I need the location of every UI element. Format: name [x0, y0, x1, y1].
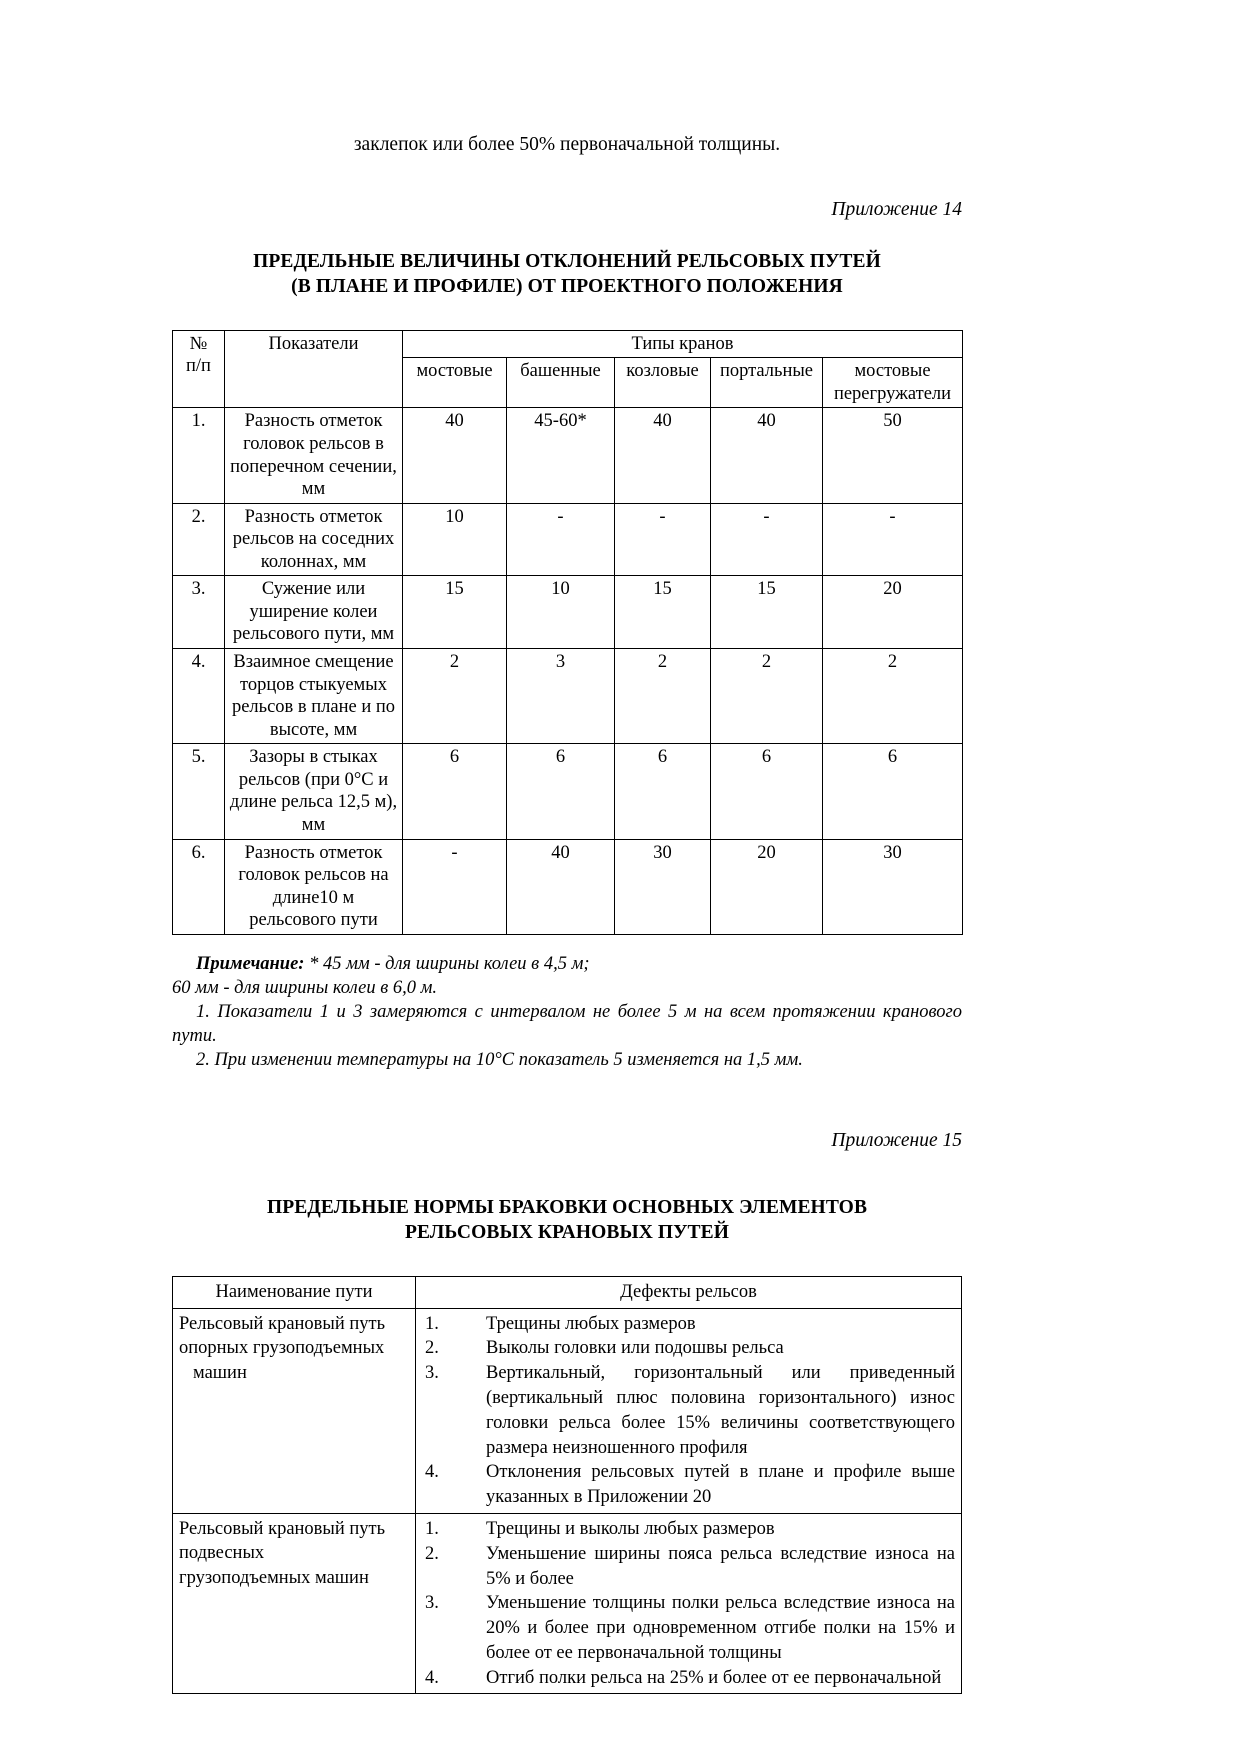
header-indicator: Показатели [225, 330, 403, 408]
row-value-gantry: - [615, 503, 711, 576]
row-value-transloader: 6 [823, 744, 963, 839]
row-indicator: Взаимное смещение торцов стыкуемых рельсов в плане и по высоте, мм [225, 649, 403, 744]
row-value-gantry: 6 [615, 744, 711, 839]
row-value-portal: 2 [711, 649, 823, 744]
path-name-line3: машин [193, 1362, 247, 1383]
list-item-text: Уменьшение толщины полки рельса вследствие износа на 20% и более при одновременном отгибе полки на 15% и более от ее первоначальной толщины [486, 1593, 955, 1663]
header-col-bridge: мостовые [403, 358, 507, 408]
row-value-tower: 6 [507, 744, 615, 839]
table-row [173, 744, 963, 839]
list-item [422, 1542, 955, 1592]
defects-cell [416, 1308, 962, 1513]
row-value-portal: - [711, 503, 823, 576]
list-item-text: Уменьшение ширины пояса рельса вследствие износа на 5% и более [486, 1543, 955, 1589]
row-value-transloader: 30 [823, 839, 963, 934]
row-number: 5. [173, 744, 225, 839]
row-value-portal: 15 [711, 576, 823, 649]
page-content [172, 0, 962, 1694]
table-row [173, 839, 963, 934]
header-crane-types: Типы кранов [403, 330, 963, 358]
note-line-2: 60 мм - для ширины колеи в 6,0 м. [172, 977, 438, 998]
appendix-15-label: Приложение 15 [831, 1129, 962, 1151]
path-name-cell [173, 1513, 416, 1693]
list-item [422, 1517, 955, 1542]
row-value-bridge: 2 [403, 649, 507, 744]
defects-list [422, 1517, 955, 1690]
defects-list [422, 1312, 955, 1510]
row-value-bridge: 15 [403, 576, 507, 649]
header-number: № п/п [173, 330, 225, 408]
list-item-text: Трещины любых размеров [486, 1313, 696, 1334]
header-col-tower: башенные [507, 358, 615, 408]
row-value-tower: 40 [507, 839, 615, 934]
row-value-portal: 6 [711, 744, 823, 839]
row-indicator: Разность отметок головок рельсов на длине10 м рельсового пути [225, 839, 403, 934]
note-line-3 [172, 1000, 962, 1048]
header-col-portal: портальные [711, 358, 823, 408]
header-col-transloader: мостовые перегружатели [823, 358, 963, 408]
note-line-4 [172, 1048, 962, 1072]
appendix-14-title-line2: (В ПЛАНЕ И ПРОФИЛЕ) ОТ ПРОЕКТНОГО ПОЛОЖЕНИЯ [291, 275, 843, 297]
appendix-14-notes [172, 952, 962, 1072]
row-value-portal: 20 [711, 839, 823, 934]
list-item-marker: 3. [425, 1593, 439, 1614]
list-item [422, 1460, 955, 1510]
appendix-14-title [172, 250, 962, 300]
table-row [173, 576, 963, 649]
row-value-portal: 40 [711, 408, 823, 503]
row-value-transloader: 20 [823, 576, 963, 649]
row-indicator: Зазоры в стыках рельсов (при 0°С и длине рельса 12,5 м), мм [225, 744, 403, 839]
note-line-1 [172, 952, 962, 976]
row-indicator: Разность отметок рельсов на соседних колоннах, мм [225, 503, 403, 576]
list-item-text: Трещины и выколы любых размеров [486, 1518, 775, 1539]
header-col-gantry: козловые [615, 358, 711, 408]
lead-paragraph: заклепок или более 50% первоначальной толщины. [353, 134, 781, 155]
row-indicator: Разность отметок головок рельсов в поперечном сечении, мм [225, 408, 403, 503]
table-row [173, 1308, 962, 1513]
row-value-gantry: 40 [615, 408, 711, 503]
table-row [173, 1513, 962, 1693]
appendix-15-title-line1: ПРЕДЕЛЬНЫЕ НОРМЫ БРАКОВКИ ОСНОВНЫХ ЭЛЕМЕНТОВ [266, 1197, 868, 1219]
row-number: 1. [173, 408, 225, 503]
appendix-15-title-line2: РЕЛЬСОВЫХ КРАНОВЫХ ПУТЕЙ [404, 1222, 730, 1244]
row-value-bridge: 40 [403, 408, 507, 503]
list-item-marker: 2. [425, 1338, 439, 1359]
row-value-tower: 45-60* [507, 408, 615, 503]
row-value-gantry: 2 [615, 649, 711, 744]
list-item-marker: 4. [425, 1462, 439, 1483]
row-number: 6. [173, 839, 225, 934]
row-value-transloader: - [823, 503, 963, 576]
row-number: 3. [173, 576, 225, 649]
row-value-gantry: 15 [615, 576, 711, 649]
list-item [422, 1591, 955, 1665]
row-indicator: Сужение или уширение колеи рельсового пути, мм [225, 576, 403, 649]
row-value-transloader: 2 [823, 649, 963, 744]
row-value-tower: 3 [507, 649, 615, 744]
list-item-marker: 1. [425, 1518, 439, 1539]
row-value-bridge: - [403, 839, 507, 934]
path-name-line1: Рельсовый крановый путь [179, 1313, 386, 1334]
appendix-15-title [172, 1196, 962, 1246]
row-number: 2. [173, 503, 225, 576]
table-row [173, 503, 963, 576]
path-name-line2: опорных грузоподъемных [179, 1338, 385, 1359]
note-text-1: * 45 мм - для ширины колеи в 4,5 м; [309, 953, 590, 974]
row-number: 4. [173, 649, 225, 744]
path-name-line1: Рельсовый крановый путь [179, 1518, 386, 1539]
appendix-14-title-line1: ПРЕДЕЛЬНЫЕ ВЕЛИЧИНЫ ОТКЛОНЕНИЙ РЕЛЬСОВЫХ ПУТЕЙ [253, 250, 881, 272]
path-name-line3: грузоподъемных машин [179, 1567, 369, 1588]
list-item-text: Отклонения рельсовых путей в плане и профиле выше указанных в Приложении 20 [486, 1462, 955, 1508]
table-header-row [173, 1277, 962, 1308]
table-header-row-1 [173, 330, 963, 358]
path-name-line2: подвесных [179, 1543, 265, 1564]
row-value-tower: 10 [507, 576, 615, 649]
path-name-cell [173, 1308, 416, 1513]
table-row [173, 649, 963, 744]
note-label: Примечание: [196, 953, 305, 974]
list-item [422, 1336, 955, 1361]
list-item-marker: 3. [425, 1363, 439, 1384]
defects-cell [416, 1513, 962, 1693]
list-item [422, 1361, 955, 1460]
rail-defects-table [172, 1276, 962, 1694]
row-value-gantry: 30 [615, 839, 711, 934]
list-item-marker: 4. [425, 1667, 439, 1688]
row-value-transloader: 50 [823, 408, 963, 503]
note-text-3: 1. Показатели 1 и 3 замеряются с интервалом не более 5 м на всем протяжении кранового пути. [172, 1001, 962, 1046]
row-value-bridge: 6 [403, 744, 507, 839]
list-item-text: Выколы головки или подошвы рельса [486, 1338, 784, 1359]
list-item-marker: 2. [425, 1543, 439, 1564]
note-text-4: 2. При изменении температуры на 10°С показатель 5 изменяется на 1,5 мм. [196, 1049, 803, 1070]
list-item [422, 1666, 955, 1691]
deviation-limits-table [172, 330, 963, 935]
row-value-bridge: 10 [403, 503, 507, 576]
list-item-text: Отгиб полки рельса на 25% и более от ее первоначальной [486, 1667, 942, 1688]
header-rail-defects: Дефекты рельсов [416, 1277, 962, 1308]
list-item-marker: 1. [425, 1313, 439, 1334]
appendix-14-label: Приложение 14 [831, 199, 962, 221]
row-value-tower: - [507, 503, 615, 576]
header-path-name: Наименование пути [173, 1277, 416, 1308]
list-item-text: Вертикальный, горизонтальный или приведенный (вертикальный плюс половина горизонтального) износ головки рельса более 15% величины соответствующего размера неизношенного профиля [486, 1363, 955, 1458]
list-item [422, 1312, 955, 1337]
table-row [173, 408, 963, 503]
